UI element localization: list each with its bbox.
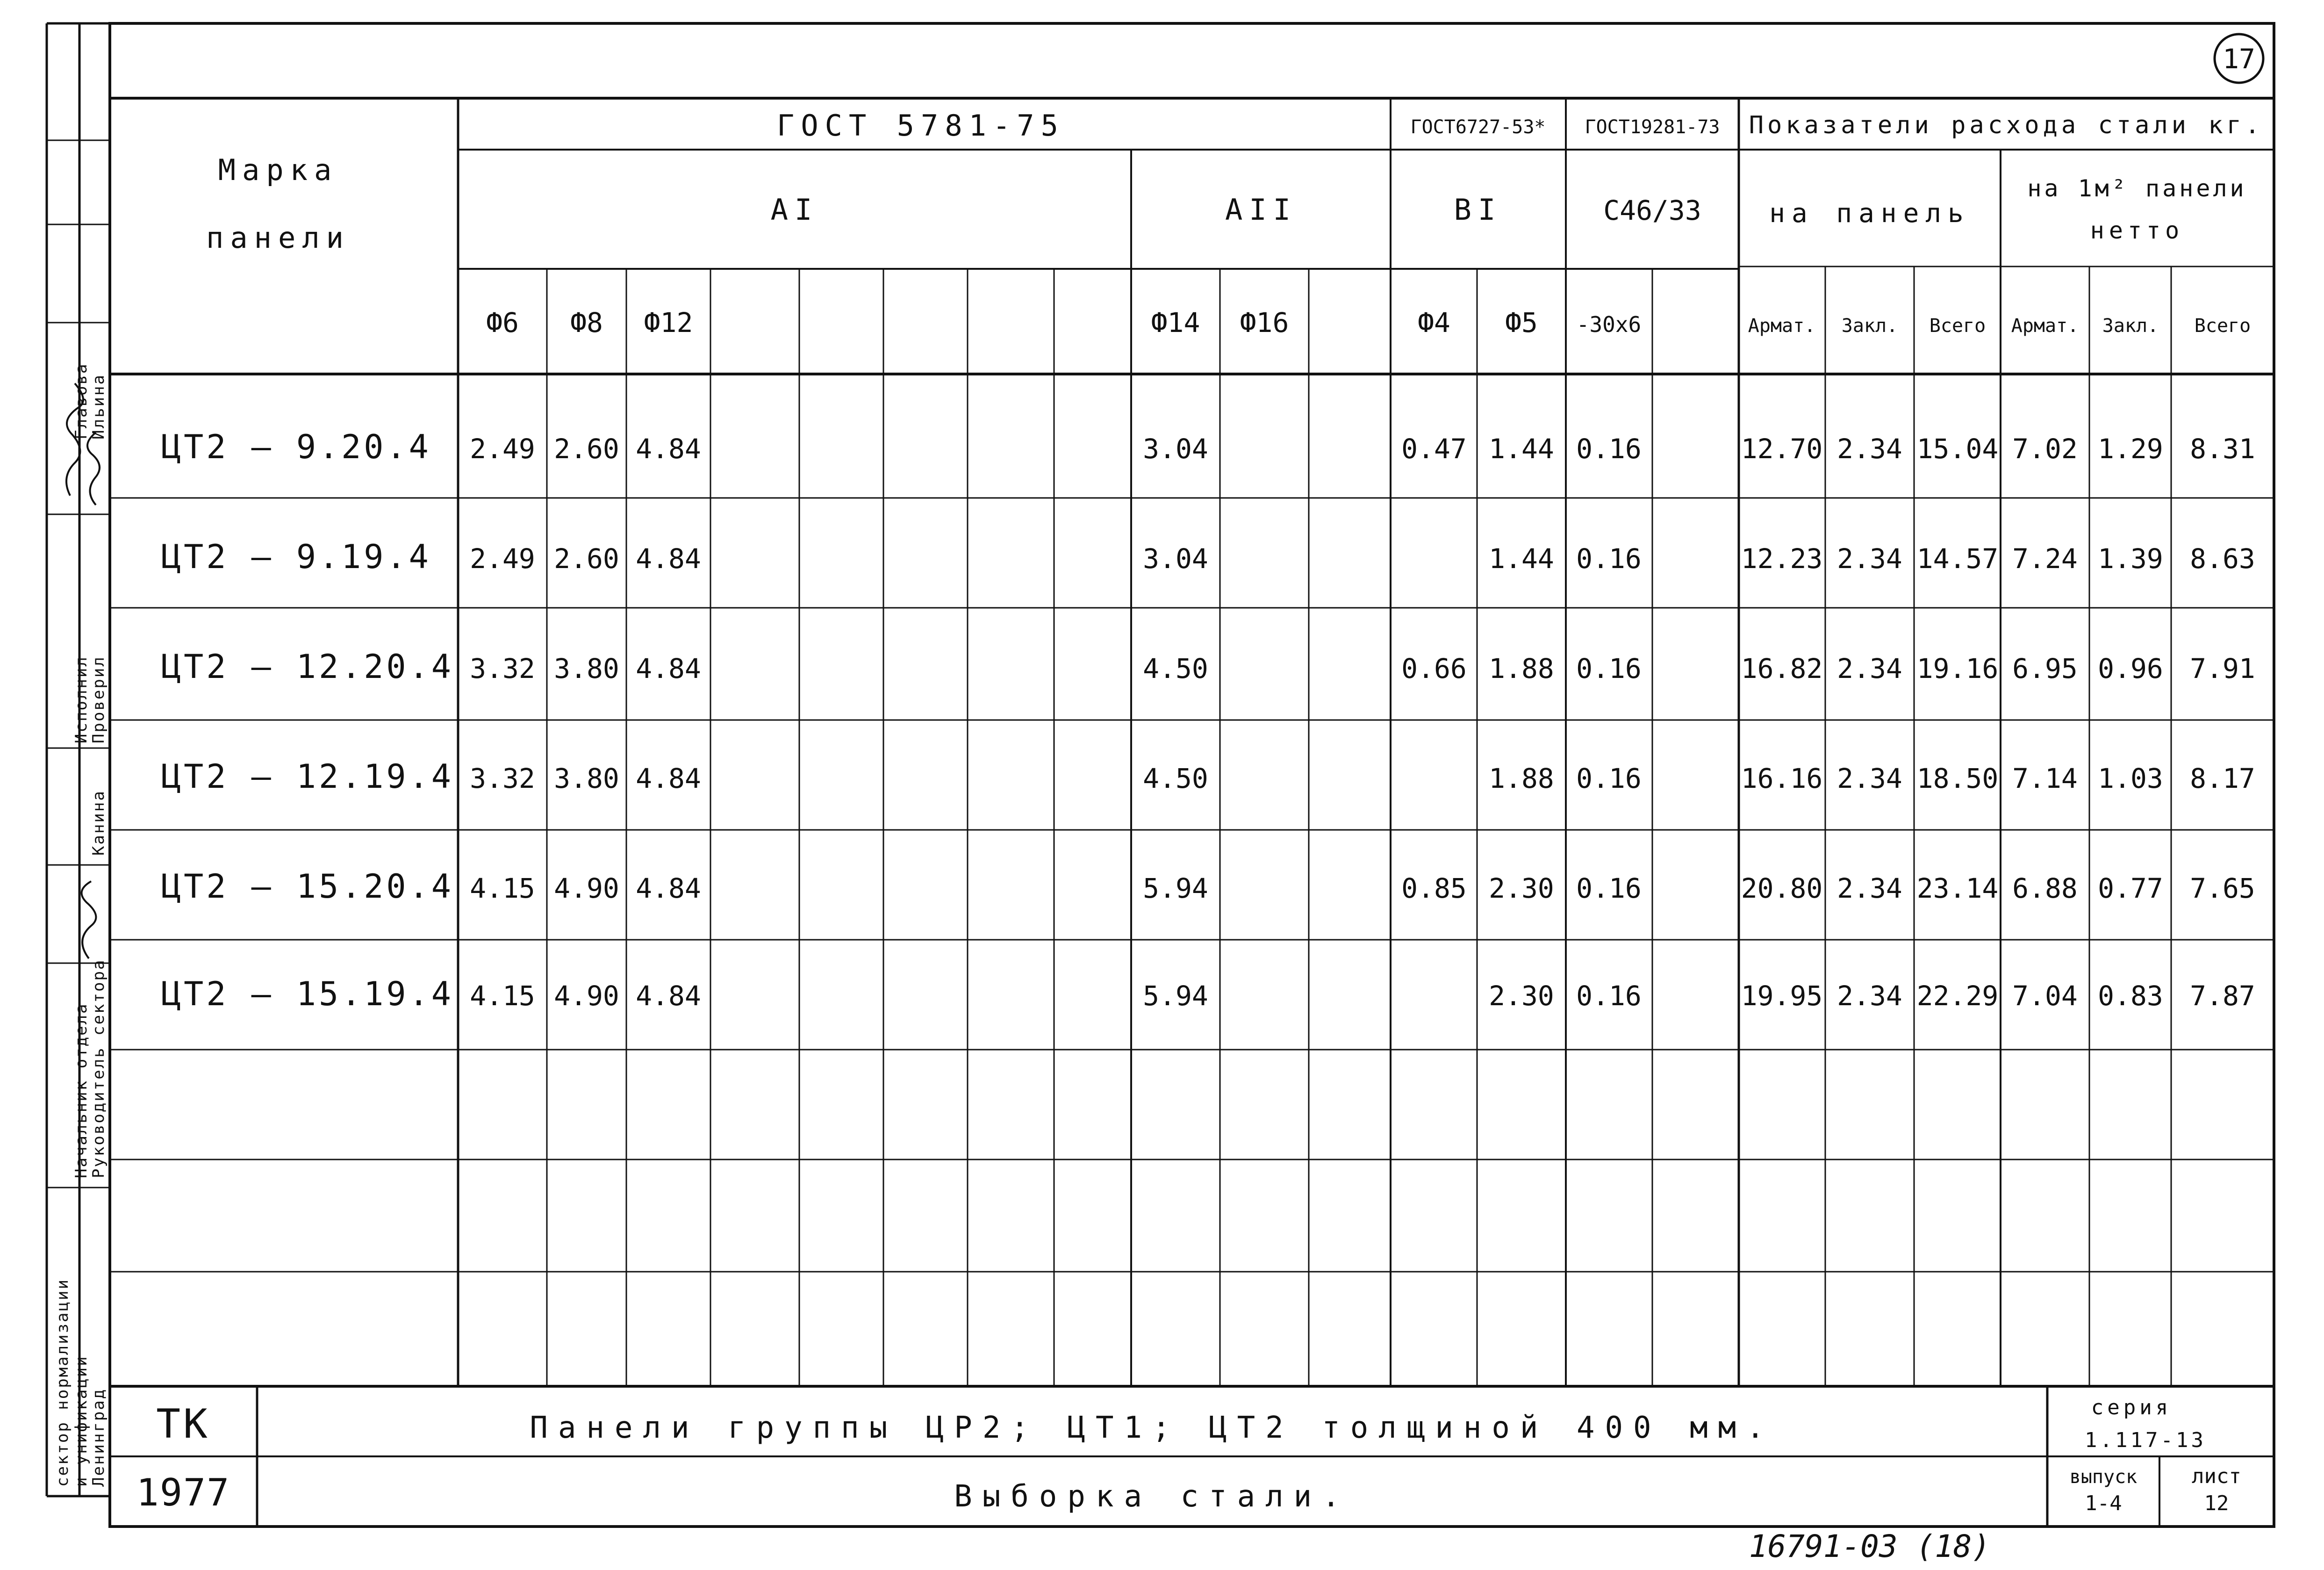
cell-arm: 12.23 (1741, 543, 1823, 575)
cell-f12: 4.84 (636, 433, 701, 465)
header-class-a1: АI (770, 193, 819, 227)
sidebar-org-line2: и унификации (72, 1355, 91, 1487)
cell-arm-m2: 6.88 (2012, 872, 2078, 904)
cell-f6: 3.32 (470, 763, 535, 794)
header-mark-line1: Марка (218, 153, 338, 187)
cell-f12: 4.84 (636, 543, 701, 575)
cell-arm: 20.80 (1741, 872, 1823, 904)
sidebar-org-line3: Ленинград (89, 1388, 108, 1487)
cell-vsego: 14.57 (1916, 543, 1999, 575)
cell-zakl: 2.34 (1837, 653, 1902, 684)
header-arm-m2: Армат. (2011, 315, 2079, 337)
sidebar-role-executed: Исполнил (72, 655, 91, 743)
cell-arm-m2: 6.95 (2012, 653, 2078, 684)
cell-zakl-m2: 1.39 (2098, 543, 2163, 575)
cell-zakl: 2.34 (1837, 872, 1902, 904)
table-row (161, 975, 2255, 1013)
table-row (161, 428, 2255, 466)
cell-zakl-m2: 1.29 (2098, 433, 2163, 465)
cell-zakl: 2.34 (1837, 763, 1902, 794)
cell-arm: 19.95 (1741, 980, 1823, 1012)
cell-arm-m2: 7.04 (2012, 980, 2078, 1012)
doc-code: ТК (156, 1401, 210, 1448)
cell-f14: 4.50 (1143, 653, 1208, 684)
cell-zakl-m2: 0.96 (2098, 653, 2163, 684)
cell-f6: 4.15 (470, 980, 535, 1012)
table-row (161, 867, 2255, 906)
cell-arm: 12.70 (1741, 433, 1823, 465)
doc-title: Панели группы ЦР2; ЦТ1; ЦТ2 толщиной 400 мм. (530, 1411, 1775, 1445)
doc-year: 1977 (136, 1471, 230, 1514)
doc-subtitle: Выборка стали. (954, 1479, 1350, 1514)
cell-strip: 0.16 (1576, 433, 1642, 465)
row-mark: ЦТ2 – 9.19.4 (161, 538, 431, 576)
cell-f5: 2.30 (1489, 872, 1554, 904)
sheet-number: 17 (2223, 43, 2255, 75)
cell-vsego: 22.29 (1916, 980, 1999, 1012)
cell-f6: 4.15 (470, 872, 535, 904)
cell-strip: 0.16 (1576, 543, 1642, 575)
cell-f5: 1.88 (1489, 763, 1554, 794)
cell-strip: 0.16 (1576, 763, 1642, 794)
header-vsego: Всего (1929, 315, 1986, 337)
cell-f6: 2.49 (470, 543, 535, 575)
row-mark: ЦТ2 – 15.19.4 (161, 975, 454, 1013)
cell-f12: 4.84 (636, 763, 701, 794)
cell-arm-m2: 7.02 (2012, 433, 2078, 465)
cell-vsego-m2: 7.87 (2190, 980, 2255, 1012)
row-mark: ЦТ2 – 12.19.4 (161, 757, 454, 796)
cell-zakl: 2.34 (1837, 433, 1902, 465)
issue-value: 1-4 (2085, 1491, 2122, 1515)
cell-vsego: 19.16 (1916, 653, 1999, 684)
sidebar-role-lead: Руководитель сектора (89, 958, 108, 1178)
cell-arm-m2: 7.14 (2012, 763, 2078, 794)
issue-label: выпуск (2069, 1466, 2138, 1488)
cell-f8: 2.60 (554, 543, 619, 575)
series-value: 1.117-13 (2085, 1428, 2206, 1452)
cell-vsego-m2: 8.63 (2190, 543, 2255, 575)
cell-vsego-m2: 7.65 (2190, 872, 2255, 904)
cell-f5: 1.44 (1489, 433, 1554, 465)
header-class-b1: ВI (1454, 193, 1502, 227)
cell-f14: 5.94 (1143, 872, 1208, 904)
cell-f5: 2.30 (1489, 980, 1554, 1012)
cell-vsego-m2: 8.17 (2190, 763, 2255, 794)
header-d14: Ф14 (1151, 307, 1200, 338)
cell-f8: 3.80 (554, 763, 619, 794)
header-zakl: Закл. (1841, 315, 1898, 337)
sidebar-role-head: Начальник отдела (72, 1002, 91, 1178)
header-d12: Ф12 (644, 307, 693, 338)
cell-f6: 3.32 (470, 653, 535, 684)
sidebar-org-line1: сектор нормализации (53, 1278, 72, 1487)
cell-zakl-m2: 0.77 (2098, 872, 2163, 904)
sidebar-name-2: Ильина (89, 374, 108, 439)
header-d8: Ф8 (570, 307, 603, 338)
cell-zakl-m2: 1.03 (2098, 763, 2163, 794)
cell-vsego: 18.50 (1916, 763, 1999, 794)
sheet-value: 12 (2204, 1491, 2229, 1515)
cell-vsego: 23.14 (1916, 872, 1999, 904)
header-class-c: С46/33 (1603, 194, 1701, 226)
cell-arm-m2: 7.24 (2012, 543, 2078, 575)
cell-f5: 1.44 (1489, 543, 1554, 575)
row-mark: ЦТ2 – 12.20.4 (161, 648, 454, 686)
header-d16: Ф16 (1240, 307, 1289, 338)
cell-f12: 4.84 (636, 980, 701, 1012)
cell-f14: 3.04 (1143, 433, 1208, 465)
table-row (161, 757, 2255, 796)
header-d5: Ф5 (1505, 307, 1538, 338)
sidebar-name-1: Главова (72, 362, 91, 439)
cell-vsego: 15.04 (1916, 433, 1999, 465)
cell-f8: 4.90 (554, 980, 619, 1012)
row-mark: ЦТ2 – 9.20.4 (161, 428, 431, 466)
header-gost-5781: ГОСТ 5781-75 (777, 108, 1065, 143)
cell-zakl: 2.34 (1837, 543, 1902, 575)
cell-zakl: 2.34 (1837, 980, 1902, 1012)
row-mark: ЦТ2 – 15.20.4 (161, 867, 454, 906)
cell-f8: 3.80 (554, 653, 619, 684)
header-per-m2-line1: на 1м² панели (2027, 175, 2247, 202)
table-row (161, 648, 2255, 686)
header-d6: Ф6 (486, 307, 519, 338)
cell-zakl-m2: 0.83 (2098, 980, 2163, 1012)
cell-arm: 16.16 (1741, 763, 1823, 794)
cell-f5: 1.88 (1489, 653, 1554, 684)
cell-f4: 0.85 (1401, 872, 1467, 904)
cell-strip: 0.16 (1576, 653, 1642, 684)
sidebar-name-3: Канина (89, 790, 108, 856)
header-mark-line2: панели (206, 221, 350, 255)
cell-f14: 5.94 (1143, 980, 1208, 1012)
cell-f8: 4.90 (554, 872, 619, 904)
cell-f4: 0.47 (1401, 433, 1467, 465)
header-d4: Ф4 (1418, 307, 1450, 338)
header-strip: -30х6 (1576, 312, 1642, 337)
cell-vsego-m2: 7.91 (2190, 653, 2255, 684)
series-label: серия (2091, 1396, 2172, 1419)
footer-stamp: 16791-03 (18) (1749, 1528, 1991, 1564)
header-gost-6727: ГОСТ6727-53* (1410, 116, 1546, 138)
header-zakl-m2: Закл. (2102, 315, 2159, 337)
sidebar-role-checked: Проверил (89, 655, 108, 743)
cell-arm: 16.82 (1741, 653, 1823, 684)
header-gost-19281: ГОСТ19281-73 (1585, 116, 1720, 138)
header-vsego-m2: Всего (2194, 315, 2251, 337)
cell-vsego-m2: 8.31 (2190, 433, 2255, 465)
cell-f12: 4.84 (636, 872, 701, 904)
header-per-m2-line2: нетто (2090, 217, 2184, 244)
header-arm: Армат. (1748, 315, 1816, 337)
cell-f12: 4.84 (636, 653, 701, 684)
cell-f6: 2.49 (470, 433, 535, 465)
cell-strip: 0.16 (1576, 980, 1642, 1012)
sheet-label: лист (2192, 1464, 2241, 1488)
header-per-panel: на панель (1769, 198, 1970, 229)
cell-f14: 3.04 (1143, 543, 1208, 575)
header-class-a2: АII (1225, 193, 1297, 227)
cell-f4: 0.66 (1401, 653, 1467, 684)
table-row (161, 538, 2255, 576)
cell-f8: 2.60 (554, 433, 619, 465)
cell-f14: 4.50 (1143, 763, 1208, 794)
cell-strip: 0.16 (1576, 872, 1642, 904)
header-steel-usage: Показатели расхода стали кг. (1749, 111, 2264, 139)
